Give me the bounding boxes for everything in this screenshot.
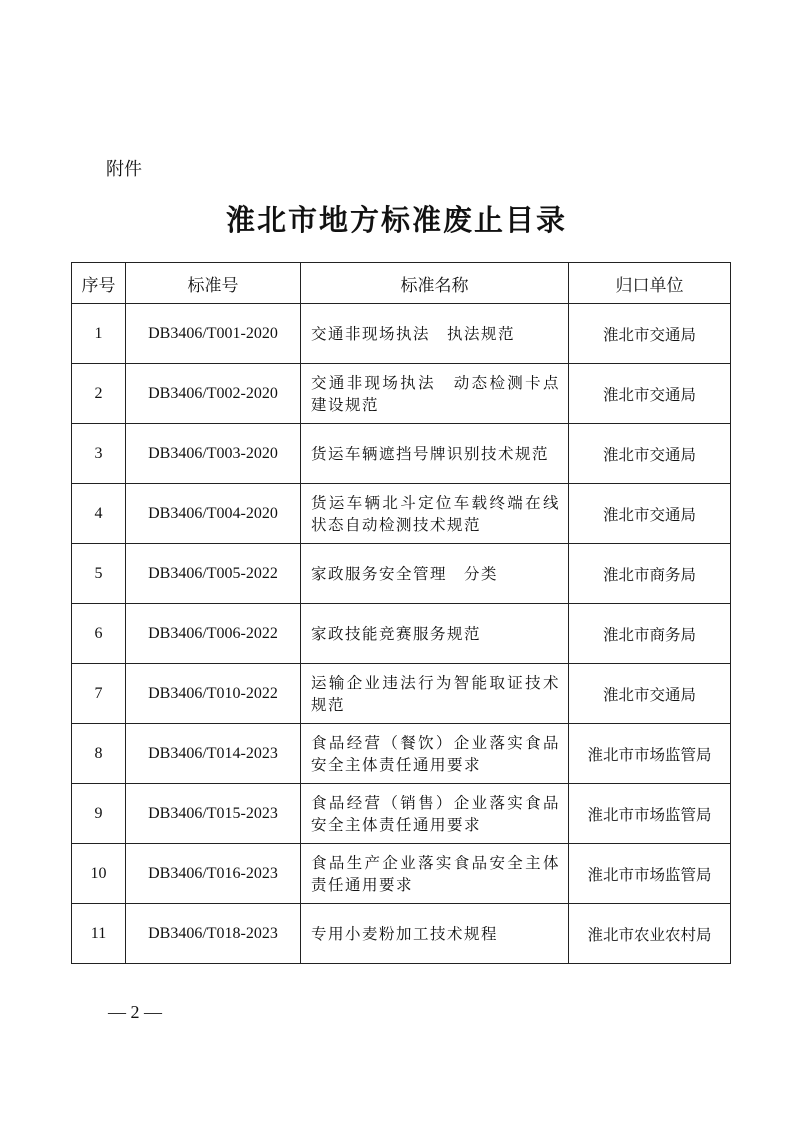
cell-seq: 8 <box>72 724 126 784</box>
cell-code: DB3406/T016-2023 <box>126 844 301 904</box>
header-name: 标准名称 <box>301 263 569 304</box>
table-row <box>72 664 731 724</box>
attachment-label: 附件 <box>106 159 142 180</box>
cell-name: 食品经营（餐饮）企业落实食品安全主体责任通用要求 <box>301 724 569 784</box>
table-row <box>72 904 731 964</box>
cell-seq: 10 <box>72 844 126 904</box>
table-row <box>72 544 731 604</box>
cell-unit: 淮北市商务局 <box>569 604 731 664</box>
cell-code: DB3406/T010-2022 <box>126 664 301 724</box>
cell-name: 运输企业违法行为智能取证技术规范 <box>301 664 569 724</box>
table-row <box>72 844 731 904</box>
cell-code: DB3406/T001-2020 <box>126 304 301 364</box>
standards-table <box>71 262 731 964</box>
cell-unit: 淮北市交通局 <box>569 304 731 364</box>
table-row <box>72 364 731 424</box>
cell-code: DB3406/T018-2023 <box>126 904 301 964</box>
cell-unit: 淮北市交通局 <box>569 664 731 724</box>
cell-seq: 11 <box>72 904 126 964</box>
table-row <box>72 784 731 844</box>
cell-unit: 淮北市农业农村局 <box>569 904 731 964</box>
cell-seq: 3 <box>72 424 126 484</box>
cell-unit: 淮北市交通局 <box>569 424 731 484</box>
header-code: 标准号 <box>126 263 301 304</box>
cell-seq: 7 <box>72 664 126 724</box>
cell-name: 交通非现场执法 动态检测卡点建设规范 <box>301 364 569 424</box>
cell-seq: 1 <box>72 304 126 364</box>
table-row <box>72 724 731 784</box>
cell-unit: 淮北市交通局 <box>569 364 731 424</box>
cell-code: DB3406/T006-2022 <box>126 604 301 664</box>
table-row <box>72 304 731 364</box>
cell-seq: 4 <box>72 484 126 544</box>
cell-unit: 淮北市市场监管局 <box>569 724 731 784</box>
cell-seq: 6 <box>72 604 126 664</box>
cell-name: 食品经营（销售）企业落实食品安全主体责任通用要求 <box>301 784 569 844</box>
cell-unit: 淮北市商务局 <box>569 544 731 604</box>
cell-code: DB3406/T004-2020 <box>126 484 301 544</box>
table-row <box>72 484 731 544</box>
cell-unit: 淮北市市场监管局 <box>569 784 731 844</box>
table-row <box>72 604 731 664</box>
table-row <box>72 424 731 484</box>
header-seq: 序号 <box>72 263 126 304</box>
cell-seq: 2 <box>72 364 126 424</box>
page-number: — 2 — <box>108 1002 162 1022</box>
header-unit: 归口单位 <box>569 263 731 304</box>
cell-code: DB3406/T002-2020 <box>126 364 301 424</box>
cell-unit: 淮北市市场监管局 <box>569 844 731 904</box>
cell-code: DB3406/T005-2022 <box>126 544 301 604</box>
cell-name: 食品生产企业落实食品安全主体责任通用要求 <box>301 844 569 904</box>
document-title: 淮北市地方标准废止目录 <box>225 203 567 237</box>
table-header-row <box>72 263 731 304</box>
cell-name: 交通非现场执法 执法规范 <box>301 304 569 364</box>
cell-unit: 淮北市交通局 <box>569 484 731 544</box>
cell-seq: 5 <box>72 544 126 604</box>
cell-name: 家政服务安全管理 分类 <box>301 544 569 604</box>
cell-seq: 9 <box>72 784 126 844</box>
cell-code: DB3406/T014-2023 <box>126 724 301 784</box>
cell-code: DB3406/T015-2023 <box>126 784 301 844</box>
cell-name: 家政技能竞赛服务规范 <box>301 604 569 664</box>
cell-name: 货运车辆北斗定位车载终端在线状态自动检测技术规范 <box>301 484 569 544</box>
cell-name: 专用小麦粉加工技术规程 <box>301 904 569 964</box>
cell-code: DB3406/T003-2020 <box>126 424 301 484</box>
cell-name: 货运车辆遮挡号牌识别技术规范 <box>301 424 569 484</box>
